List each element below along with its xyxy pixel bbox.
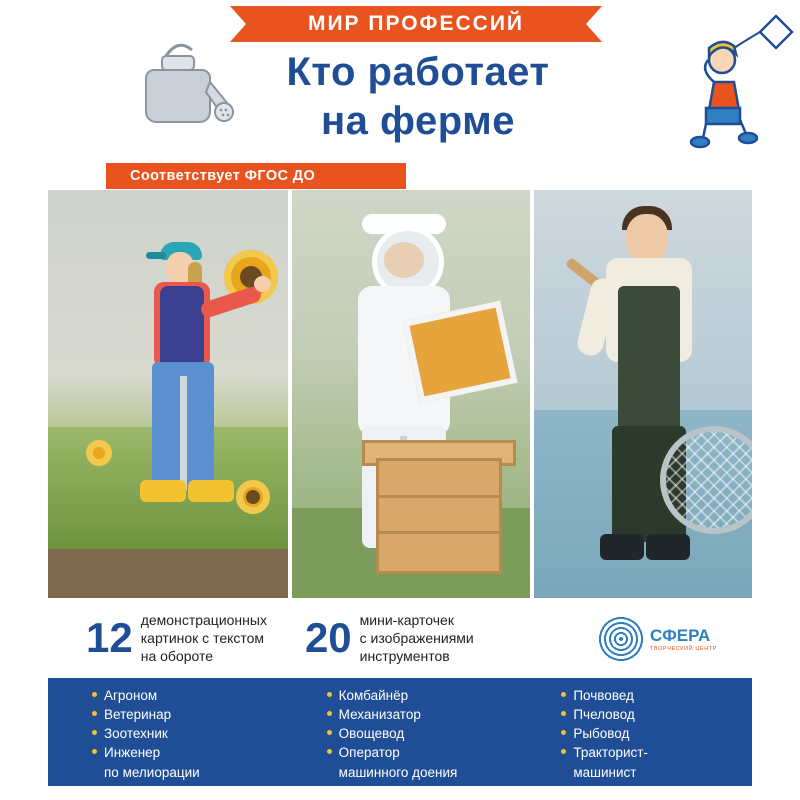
series-ribbon (246, 6, 586, 42)
series-label: МИР ПРОФЕССИЙ (307, 12, 525, 35)
publisher-logo (598, 612, 718, 666)
count-number-12: 12 (86, 614, 133, 661)
list-item: машинист (573, 764, 637, 780)
fish-farmer-photo (534, 190, 752, 598)
list-item: Рыбовод (561, 724, 752, 743)
logo-mark-icon (598, 616, 644, 662)
professions-column-1 (48, 686, 283, 786)
title-line-2: на ферме (321, 98, 515, 143)
fgos-badge (106, 163, 406, 189)
list-item: Механизатор (327, 705, 518, 724)
list-item: Тракторист- (561, 743, 752, 762)
list-item: машинного доения (338, 764, 458, 780)
logo-tagline: ТВОРЧЕСКИЙ ЦЕНТР (650, 646, 718, 652)
count-item-cards (86, 611, 267, 666)
list-item: Зоотехник (92, 724, 283, 743)
agronomist-photo (48, 190, 288, 598)
cover-header (48, 0, 752, 190)
list-item: Овощевод (327, 724, 518, 743)
bottom-margin (48, 786, 752, 800)
page-title (198, 48, 638, 146)
professions-column-3 (517, 686, 752, 786)
list-item: Ветеринар (92, 705, 283, 724)
logo-name: СФЕРА (650, 626, 711, 645)
fgos-label: Соответствует ФГОС ДО (130, 168, 316, 184)
professions-column-2 (283, 686, 518, 786)
beekeeper-photo (292, 190, 530, 598)
count-text-12: демонстрационных картинок с текстом на обороте (140, 611, 267, 665)
list-item: Оператор (327, 743, 518, 762)
count-text-20: мини-карточек с изображениями инструментов (359, 611, 474, 665)
list-item: Инженер (92, 743, 283, 762)
list-item: Почвовед (561, 686, 752, 705)
cover-photo-strip (48, 190, 752, 598)
title-line-1: Кто работает (286, 50, 550, 94)
list-item: Пчеловод (561, 705, 752, 724)
professions-band (48, 678, 752, 786)
count-number-20: 20 (304, 614, 352, 661)
list-item: по мелиорации (104, 764, 200, 780)
contents-summary (48, 598, 752, 678)
list-item: Агроном (92, 686, 283, 705)
count-item-minicards (305, 611, 474, 666)
list-item: Комбайнёр (327, 686, 518, 705)
boy-with-kite-icon (648, 10, 798, 160)
